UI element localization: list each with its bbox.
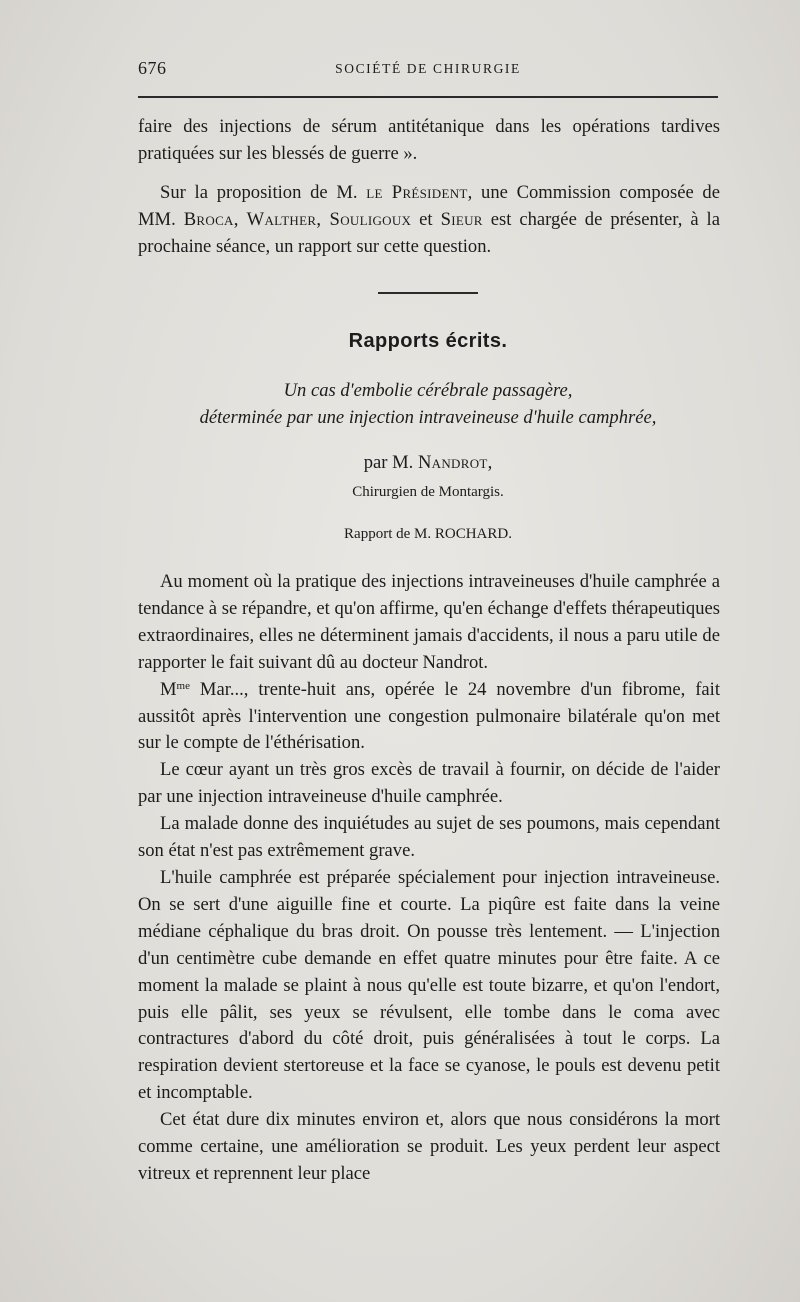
section-divider xyxy=(378,292,478,294)
proposal-paragraph xyxy=(138,180,720,261)
commission-names: Broca, Walther, Souligoux xyxy=(183,208,412,230)
article-title-line2: déterminée par une injection intraveineuse d'huile camphrée, xyxy=(199,407,657,428)
header-rule xyxy=(138,96,718,98)
article-title-line1: Un cas d'embolie cérébrale passagère, xyxy=(283,380,573,401)
page-number: 676 xyxy=(138,58,167,78)
proposal-part4: est chargée de présenter, à la prochaine séance, un rapport sur cette question. xyxy=(138,208,720,257)
body-paragraph-2-text: Mar..., trente-huit ans, opérée le 24 novembre d'un fibrome, fait aussitôt après l'intervention une congestion pulmonaire bilatérale qu'on met sur le compte de l'éthérisation. xyxy=(138,678,720,754)
patient-title: M xyxy=(160,678,177,700)
proposal-part1: Sur la proposition de M. xyxy=(160,182,367,203)
author-affiliation: Chirurgien de Montargis. xyxy=(352,484,504,500)
continuation-text: faire des injections de sérum antitétanique dans les opérations tardives pratiquées sur les blessés de guerre ». xyxy=(138,116,720,164)
proposal-part2: , une Commission composée de MM. xyxy=(138,182,720,230)
body-paragraph-2 xyxy=(138,677,720,758)
commission-last-name: Sieur xyxy=(440,208,483,230)
body-paragraph-3: Le cœur ayant un très gros excès de travail à fournir, on décide de l'aider par une injection intraveineuse d'huile camphrée. xyxy=(138,759,720,808)
body-paragraph-6: Cet état dure dix minutes environ et, alors que nous considérons la mort comme certaine, une amélioration se produit. Les yeux perdent leur aspect vitreux et reprennent leur place xyxy=(138,1109,720,1184)
continuation-paragraph xyxy=(138,114,720,168)
section-title: Rapports écrits. xyxy=(348,330,508,352)
author-name: Nandrot xyxy=(417,452,488,473)
page-header xyxy=(138,58,718,88)
body-paragraph-5: L'huile camphrée est préparée spécialement pour injection intraveineuse. On se sert d'une aiguille fine et courte. La piqûre est faite dans la veine médiane céphalique du bras droit. On pousse très lentement. — L'injection d'un centimètre cube demande en effet quatre minutes pour être faite. A ce moment la malade se plaint à nous qu'elle est toute bizarre, et qu'on l'endort, puis elle pâlit, ses yeux se révulsent, elle tombe dans le coma avec contractures d'abord du côté droit, puis généralisées à tout le corps. La respiration devient stertoreuse et la face se cyanose, le pouls est devenu petit et incomptable. xyxy=(138,866,720,1104)
proposal-part3: et xyxy=(411,208,441,230)
body-paragraph-4: La malade donne des inquiétudes au sujet de ses poumons, mais cependant son état n'est pas extrêmement grave. xyxy=(138,813,720,862)
byline-suffix: , xyxy=(487,452,493,473)
article-byline xyxy=(138,452,718,474)
article-body xyxy=(138,569,720,1188)
body-paragraph-1: Au moment où la pratique des injections intraveineuses d'huile camphrée a tendance à se répandre, et qu'on affirme, qu'en échange d'effets thérapeutiques extraordinaires, elles ne déterminent jamais d'accidents, il nous a paru utile de rapporter le fait suivant dû au docteur Nandrot. xyxy=(138,571,720,673)
president-name: le Président xyxy=(366,182,468,203)
running-head: SOCIÉTÉ DE CHIRURGIE xyxy=(335,61,521,76)
byline-prefix: par M. xyxy=(363,452,418,473)
report-attribution: Rapport de M. ROCHARD. xyxy=(344,526,512,542)
patient-title-sup: me xyxy=(176,679,190,692)
